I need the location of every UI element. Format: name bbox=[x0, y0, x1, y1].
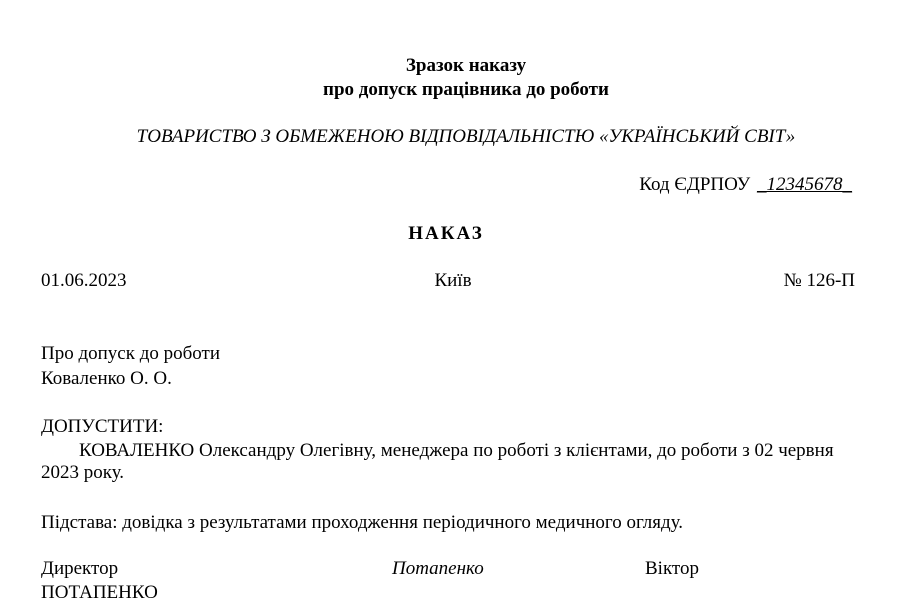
edrpou-code: _12345678_ bbox=[757, 174, 852, 195]
order-subject-line2: Коваленко О. О. bbox=[41, 368, 172, 389]
admit-label: ДОПУСТИТИ: bbox=[41, 416, 164, 437]
order-subject-line1: Про допуск до роботи bbox=[41, 343, 221, 364]
edrpou-label: Код ЄДРПОУ bbox=[639, 174, 751, 195]
admit-text: КОВАЛЕНКО Олександру Олегівну, менеджера по роботі з клієнтами, до роботи з 02 червня 2023 року. bbox=[41, 440, 834, 483]
basis-text: Підстава: довідка з результатами проходження періодичного медичного огляду. bbox=[41, 512, 684, 533]
order-heading: НАКАЗ bbox=[408, 223, 484, 244]
signatory-last-name: ПОТАПЕНКО bbox=[41, 582, 158, 603]
order-number: № 126-П bbox=[783, 270, 855, 291]
document-title-line2: про допуск працівника до роботи bbox=[323, 79, 609, 100]
document-title-line1: Зразок наказу bbox=[405, 55, 527, 76]
signatory-position: Директор bbox=[41, 558, 119, 579]
signature: Потапенко bbox=[392, 558, 484, 579]
edrpou-line bbox=[639, 174, 854, 196]
signatory-first-name: Віктор bbox=[645, 558, 699, 579]
company-name: ТОВАРИСТВО З ОБМЕЖЕНОЮ ВІДПОВІДАЛЬНІСТЮ «УКРАЇНСЬКИЙ СВІТ» bbox=[136, 126, 796, 147]
order-date: 01.06.2023 bbox=[41, 270, 127, 291]
order-city: Київ bbox=[434, 270, 472, 291]
